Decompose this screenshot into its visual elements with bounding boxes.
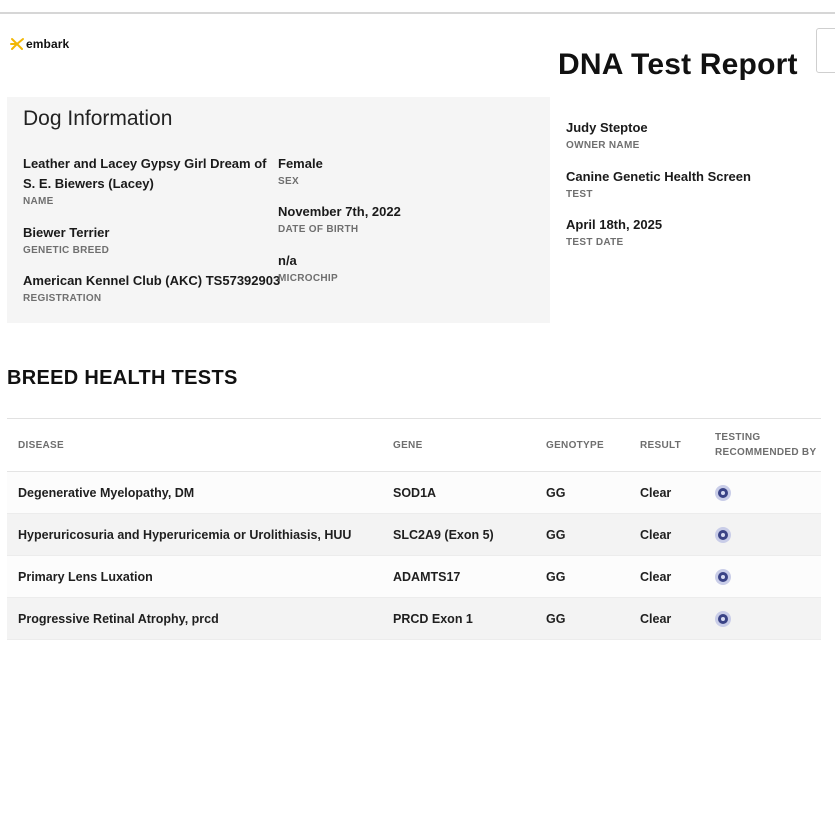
microchip-label: MICROCHIP: [278, 273, 338, 284]
page-title: DNA Test Report: [558, 48, 798, 81]
test-date-field: [566, 215, 662, 248]
column-header-recommended-by: [715, 419, 816, 471]
date-of-birth-label: DATE OF BIRTH: [278, 224, 359, 235]
column-header-result: RESULT: [640, 439, 682, 451]
microchip-value: n/a: [278, 253, 297, 268]
disease-cell: Primary Lens Luxation: [18, 569, 153, 584]
table-row: [7, 472, 821, 514]
recommended-by-cell: [715, 598, 731, 639]
table-header-row: [7, 419, 821, 472]
embark-star-icon: [10, 37, 25, 51]
page-edge-control[interactable]: [816, 28, 835, 73]
gene-cell: SLC2A9 (Exon 5): [393, 527, 494, 542]
logo-text: embark: [26, 37, 70, 51]
genetic-breed-label: GENETIC BREED: [23, 245, 110, 256]
breed-health-tests-table: [7, 418, 821, 640]
genotype-cell: GG: [546, 527, 566, 542]
recommended-by-cell: [715, 472, 731, 513]
date-of-birth-field: [278, 202, 528, 235]
owner-name-value: Judy Steptoe: [566, 120, 648, 135]
table-row: [7, 514, 821, 556]
disease-cell: Hyperuricosuria and Hyperuricemia or Urolithiasis, HUU: [18, 527, 352, 542]
disease-cell: Degenerative Myelopathy, DM: [18, 485, 195, 500]
result-cell: Clear: [640, 485, 672, 500]
date-of-birth-value: November 7th, 2022: [278, 204, 401, 219]
gene-cell: ADAMTS17: [393, 569, 461, 584]
result-cell: Clear: [640, 569, 672, 584]
sex-label: SEX: [278, 176, 299, 187]
recommending-organization-seal-icon[interactable]: [715, 611, 731, 627]
genetic-breed-field: [23, 223, 273, 256]
column-header-recommended-line2: RECOMMENDED BY: [715, 447, 817, 458]
table-row: [7, 556, 821, 598]
test-date-label: TEST DATE: [566, 237, 624, 248]
recommending-organization-seal-icon[interactable]: [715, 485, 731, 501]
test-label: TEST: [566, 189, 593, 200]
dog-name-label: NAME: [23, 196, 54, 207]
column-header-recommended-line1: TESTING: [715, 432, 761, 443]
test-value: Canine Genetic Health Screen: [566, 169, 751, 184]
sex-field: [278, 154, 528, 187]
registration-value: American Kennel Club (AKC) TS57392903: [23, 273, 281, 288]
test-field: [566, 167, 751, 200]
dog-name-field: [23, 154, 273, 207]
gene-cell: SOD1A: [393, 485, 437, 500]
recommended-by-cell: [715, 556, 731, 597]
top-divider: [0, 12, 835, 14]
test-date-value: April 18th, 2025: [566, 217, 663, 232]
dog-name-value: Leather and Lacey Gypsy Girl Dream of S. E. Biewers (Lacey): [23, 156, 267, 191]
column-header-genotype: GENOTYPE: [546, 439, 604, 451]
dog-information-panel: [7, 97, 550, 323]
result-cell: Clear: [640, 527, 672, 542]
genetic-breed-value: Biewer Terrier: [23, 225, 110, 240]
dog-information-title: Dog Information: [23, 107, 173, 130]
microchip-field: [278, 251, 528, 284]
registration-label: REGISTRATION: [23, 293, 102, 304]
gene-cell: PRCD Exon 1: [393, 611, 473, 626]
table-row: [7, 598, 821, 640]
column-header-disease: DISEASE: [18, 439, 65, 451]
result-cell: Clear: [640, 611, 672, 626]
column-header-gene: GENE: [393, 439, 423, 451]
breed-health-tests-heading: BREED HEALTH TESTS: [7, 367, 238, 389]
owner-name-label: OWNER NAME: [566, 140, 640, 151]
sex-value: Female: [278, 156, 323, 171]
genotype-cell: GG: [546, 485, 566, 500]
recommending-organization-seal-icon[interactable]: [715, 527, 731, 543]
owner-name-field: [566, 118, 648, 151]
embark-logo: [10, 37, 69, 51]
disease-cell: Progressive Retinal Atrophy, prcd: [18, 611, 219, 626]
recommending-organization-seal-icon[interactable]: [715, 569, 731, 585]
recommended-by-cell: [715, 514, 731, 555]
genotype-cell: GG: [546, 569, 566, 584]
registration-field: [23, 271, 293, 304]
genotype-cell: GG: [546, 611, 566, 626]
